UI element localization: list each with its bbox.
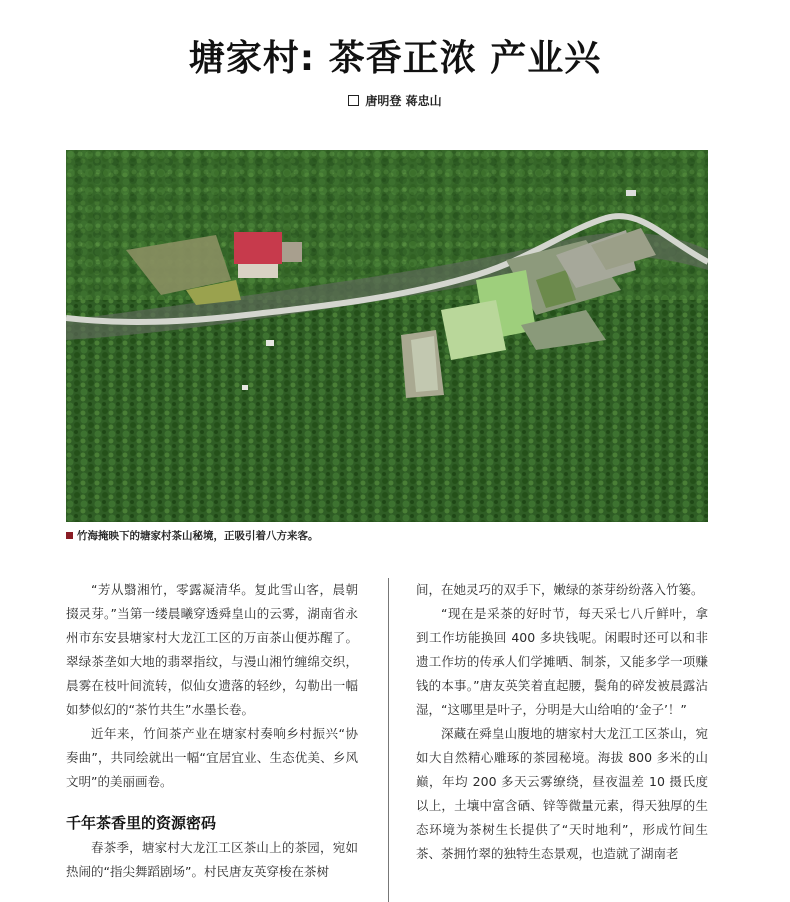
- paragraph: 春茶季，塘家村大龙江工区茶山上的茶园，宛如热闹的“指尖舞蹈剧场”。村民唐友英穿梭在茶树: [66, 840, 358, 879]
- aerial-photo: [66, 150, 708, 522]
- paragraph: “芳从翳湘竹，零露凝清华。复此雪山客，晨朝掇灵芽。”当第一缕晨曦穿透舜皇山的云雾，湖南省永州市东安县塘家村大龙江工区的万亩茶山便苏醒了。翠绿茶垄如大地的翡翠指纹，与漫山湘竹缠绵交织，晨雾在枝叶间流转，似仙女遗落的轻纱，勾勒出一幅如梦似幻的“茶竹共生”水墨长卷。: [66, 582, 358, 717]
- author-names: 唐明登 蒋忠山: [365, 94, 442, 108]
- paragraph: 近年来，竹间茶产业在塘家村奏响乡村振兴“协奏曲”，共同绘就出一幅“宜居宜业、生态优美、乡风文明”的美丽画卷。: [66, 726, 358, 789]
- caption-text: 竹海掩映下的塘家村茶山秘境，正吸引着八方来客。: [77, 530, 319, 542]
- paragraph: 间，在她灵巧的双手下，嫩绿的茶芽纷纷落入竹篓。: [416, 582, 704, 597]
- byline: [0, 92, 790, 109]
- paragraph: “现在是采茶的好时节，每天采七八斤鲜叶，拿到工作坊能换回 400 多块钱呢。闲暇时还可以和非遗工作坊的传承人们学摊晒、制茶，又能多学一项赚钱的本事。”唐友英笑着直起腰，鬓角的碎发被晨露沾湿，“这哪里是叶子，分明是大山给咱的‘金子’！”: [416, 606, 708, 717]
- right-column: [416, 578, 708, 866]
- aerial-photo-illustration: [66, 150, 708, 522]
- column-divider: [388, 578, 389, 902]
- paragraph: 深藏在舜皇山腹地的塘家村大龙江工区茶山，宛如大自然精心雕琢的茶园秘境。海拔 800 多米的山巅，年均 200 多天云雾缭绕，昼夜温差 10 摄氏度以上，土壤中富含硒、锌等微量元素，得天独厚的生态环境为茶树生长提供了“天时地利”，形成竹间生茶、茶拥竹翠的独特生态景观，也造就了湖南老: [416, 726, 708, 861]
- left-column: [66, 578, 358, 884]
- article-title: 塘家村: 茶香正浓 产业兴: [188, 38, 602, 79]
- section-heading: 千年茶香里的资源密码: [66, 814, 217, 832]
- byline-square-icon: [348, 95, 359, 106]
- caption-marker-icon: [66, 532, 73, 539]
- photo-caption: [66, 528, 319, 543]
